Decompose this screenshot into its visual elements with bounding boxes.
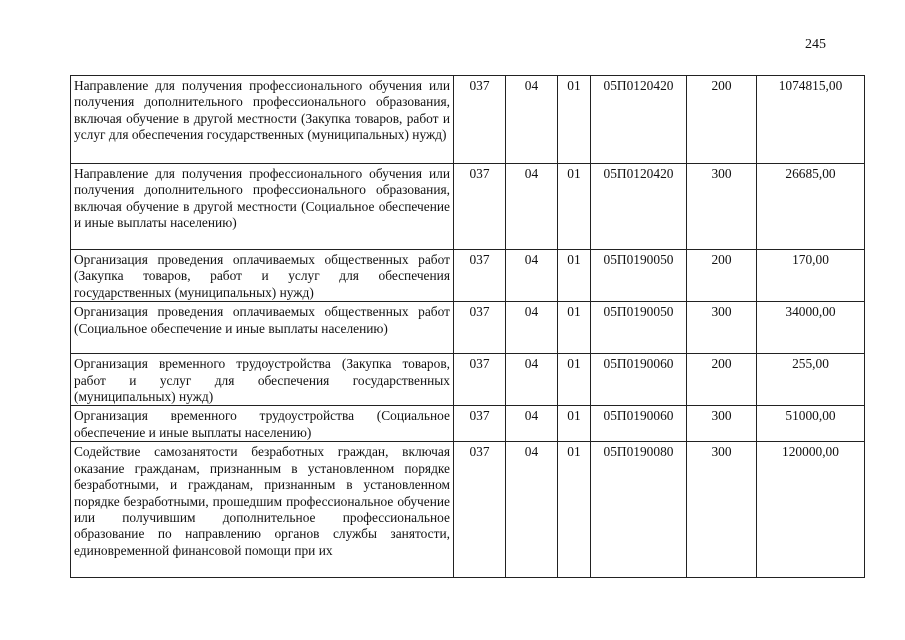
- target-code: 05П0120420: [591, 76, 687, 164]
- expense-type-code: 300: [687, 442, 757, 578]
- subsection-code: 01: [558, 406, 591, 442]
- ministry-code: 037: [454, 406, 506, 442]
- table-row: [71, 302, 865, 354]
- target-code: 05П0190050: [591, 302, 687, 354]
- section-code: 04: [506, 302, 558, 354]
- subsection-code: 01: [558, 76, 591, 164]
- expense-type-code: 200: [687, 354, 757, 406]
- ministry-code: 037: [454, 76, 506, 164]
- target-code: 05П0190050: [591, 250, 687, 302]
- amount: 51000,00: [757, 406, 865, 442]
- expense-type-code: 200: [687, 250, 757, 302]
- amount: 120000,00: [757, 442, 865, 578]
- section-code: 04: [506, 76, 558, 164]
- amount: 170,00: [757, 250, 865, 302]
- section-code: 04: [506, 250, 558, 302]
- ministry-code: 037: [454, 250, 506, 302]
- row-name: Направление для получения профессионального обучения или получения дополнительного профессионального образования, включая обучение в другой местности (Социальное обеспечение и иные выплаты населению): [71, 164, 454, 250]
- subsection-code: 01: [558, 354, 591, 406]
- amount: 1074815,00: [757, 76, 865, 164]
- target-code: 05П0120420: [591, 164, 687, 250]
- row-name: Направление для получения профессионального обучения или получения дополнительного профессионального образования, включая обучение в другой местности (Закупка товаров, работ и услуг для обеспечения государственных (муниципальных) нужд): [71, 76, 454, 164]
- ministry-code: 037: [454, 302, 506, 354]
- ministry-code: 037: [454, 164, 506, 250]
- table-row: [71, 442, 865, 578]
- amount: 26685,00: [757, 164, 865, 250]
- table-row: [71, 354, 865, 406]
- target-code: 05П0190060: [591, 406, 687, 442]
- row-name: Организация проведения оплачиваемых общественных работ (Закупка товаров, работ и услуг для обеспечения государственных (муниципальных) нужд): [71, 250, 454, 302]
- section-code: 04: [506, 354, 558, 406]
- row-name: Организация временного трудоустройства (Закупка товаров, работ и услуг для обеспечения государственных (муниципальных) нужд): [71, 354, 454, 406]
- row-name: Организация временного трудоустройства (Социальное обеспечение и иные выплаты населению): [71, 406, 454, 442]
- expense-type-code: 200: [687, 76, 757, 164]
- target-code: 05П0190060: [591, 354, 687, 406]
- section-code: 04: [506, 164, 558, 250]
- ministry-code: 037: [454, 354, 506, 406]
- expense-type-code: 300: [687, 302, 757, 354]
- table-row: [71, 406, 865, 442]
- subsection-code: 01: [558, 164, 591, 250]
- amount: 34000,00: [757, 302, 865, 354]
- expense-type-code: 300: [687, 164, 757, 250]
- row-name: Содействие самозанятости безработных граждан, включая оказание гражданам, признанным в установленном порядке безработными, и гражданам, признанным в установленном порядке безработными, прошедшим профессиональное обучение или получившим дополнительное профессиональное образование по направлению органов службы занятости, единовременной финансовой помощи при их: [71, 442, 454, 578]
- budget-table: [70, 75, 865, 578]
- row-name: Организация проведения оплачиваемых общественных работ (Социальное обеспечение и иные выплаты населению): [71, 302, 454, 354]
- section-code: 04: [506, 442, 558, 578]
- amount: 255,00: [757, 354, 865, 406]
- subsection-code: 01: [558, 302, 591, 354]
- expense-type-code: 300: [687, 406, 757, 442]
- subsection-code: 01: [558, 442, 591, 578]
- ministry-code: 037: [454, 442, 506, 578]
- table-row: [71, 250, 865, 302]
- target-code: 05П0190080: [591, 442, 687, 578]
- table-row: [71, 76, 865, 164]
- page-number: 245: [805, 37, 826, 52]
- table-row: [71, 164, 865, 250]
- section-code: 04: [506, 406, 558, 442]
- subsection-code: 01: [558, 250, 591, 302]
